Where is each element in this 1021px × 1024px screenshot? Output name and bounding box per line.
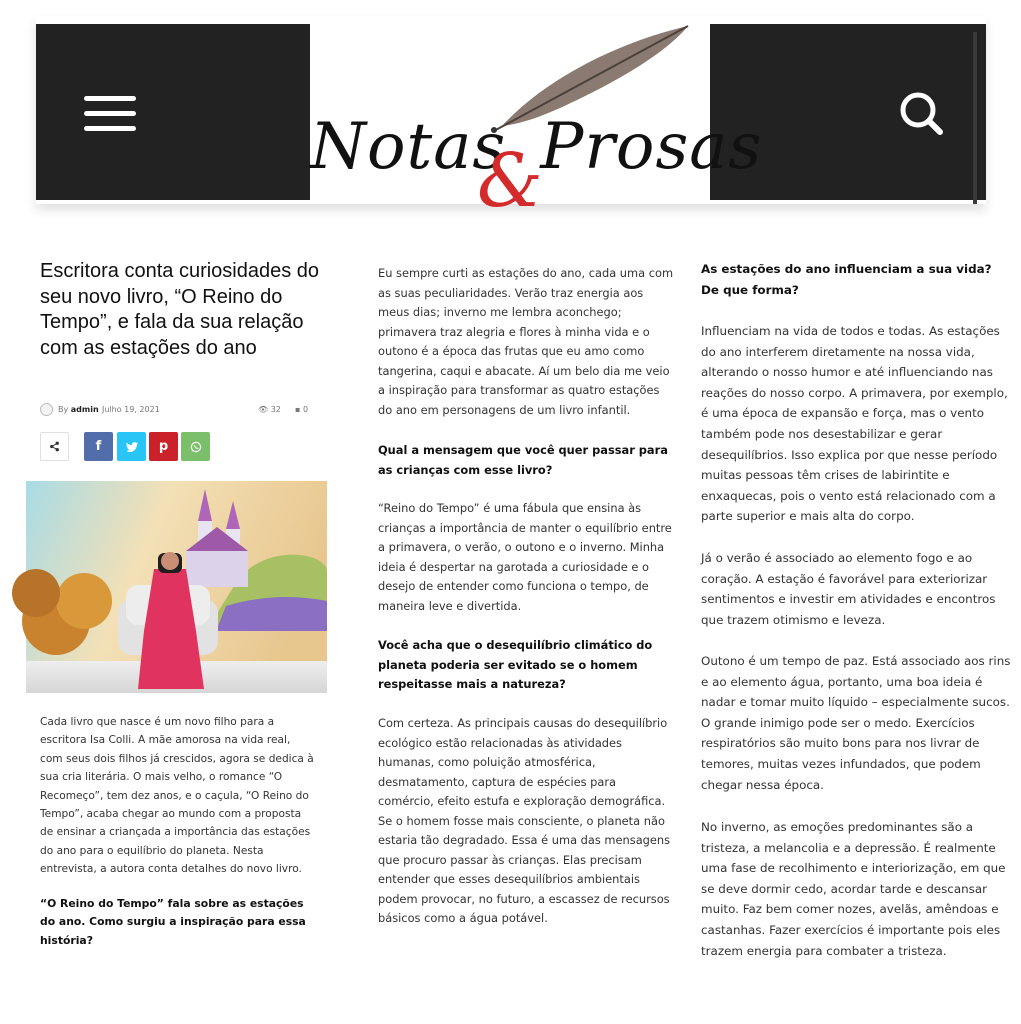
answer-4-summer: Já o verão é associado ao elemento fogo e ao coração. A estação é favorável para exteriorizar sentimentos e investir em atividades e encontros que trazem otimismo e leveza. xyxy=(701,551,996,627)
answer-4-winter: No inverno, as emoções predominantes são a tristeza, a melancolia e a depressão. É realmente uma fase de recolhimento e interiorização, em que se deve dormir cedo, acordar tarde e descansar muito. Faz bem comer nozes, avelãs, amêndoas e castanhas. Fazer exercícios é importante pois eles trazem energia para combater a tristeza. xyxy=(701,820,1006,958)
logo-ampersand: & xyxy=(477,138,543,224)
author-byline xyxy=(58,405,99,414)
view-count xyxy=(258,405,281,414)
hamburger-menu-icon[interactable] xyxy=(84,94,138,134)
answer-2: “Reino do Tempo” é uma fábula que ensina às crianças a importância de manter o equilíbrio entre a primavera, o verão, o outono e o inverno. Minha ideia é despertar na garotada a curiosidade e o desejo de entender como funciona o tempo, de maneira leve e divertida. xyxy=(378,501,672,613)
article-meta xyxy=(40,402,315,418)
comment-icon: ▪ xyxy=(295,405,301,414)
answer-1: Eu sempre curti as estações do ano, cada uma com as suas peculiaridades. Verão traz energia aos meus dias; inverno me lembra aconchego; primavera traz alegria e flores à minha vida e o outono é a época das frutas que eu amo como tangerina, caqui e abacate. Aí um belo dia me veio a inspiração para transformar as quatro estações do ano em personagens de um livro infantil. xyxy=(378,266,674,417)
facebook-share-icon[interactable]: f xyxy=(84,432,113,461)
article-title: Escritora conta curiosidades do seu novo livro, “O Reino do Tempo”, e fala da sua relação com as estações do ano xyxy=(40,260,320,359)
avatar[interactable] xyxy=(40,403,53,416)
comment-count-value: 0 xyxy=(302,405,309,414)
header-scrollbar[interactable] xyxy=(973,32,977,204)
post-date: Julho 19, 2021 xyxy=(102,405,160,414)
article-intro: Cada livro que nasce é um novo filho para a escritora Isa Colli. A mãe amorosa na vida real, com seus dois filhos já crescidos, agora se dedica à sua cria literária. O mais velho, o romance “O Recomeço”, tem dez anos, e o caçula, “O Reino do Tempo”, acaba chegar ao mundo com a proposta de ensinar a criançada a importância das estações do ano para o equilíbrio do planeta. Nesta entrevista, a autora conta detalhes do novo livro. xyxy=(40,716,314,876)
answer-4-autumn: Outono é um tempo de paz. Está associado aos rins e ao elemento água, portanto, uma boa ideia é nadar e tomar muito líquido – especialmente sucos. O grande inimigo pode ser o medo. Exercícios respiratórios são muito bons para nos livrar de temores, muitas vezes infundados, que podem chegar nessa época. xyxy=(701,654,1011,792)
logo-word-notas: Notas xyxy=(310,110,507,184)
question-4: As estações do ano influenciam a sua vida? De que forma? xyxy=(701,262,992,297)
answer-4-spring: Influenciam na vida de todos e todas. As estações do ano interferem diretamente na nossa vida, alterando o nosso humor e até influenciando nas reações do nosso corpo. A primavera, por exemplo, é uma época de expansão e força, mas o vento também pode nos desestabilizar e gerar desequilíbrios. Isso explica por que nesse período muitas pessoas têm crises de labirintite e enxaquecas, pois o vento está relacionado com a parte superior e mais alta do corpo. xyxy=(701,324,1008,524)
whatsapp-share-icon[interactable] xyxy=(181,432,210,461)
search-icon[interactable] xyxy=(898,90,946,138)
comment-count[interactable] xyxy=(295,405,308,414)
question-3: Você acha que o desequilíbrio climático do planeta poderia ser evitado se o homem respeitasse mais a natureza? xyxy=(378,638,653,691)
question-2: Qual a mensagem que você quer passar para as crianças com esse livro? xyxy=(378,443,668,477)
by-label: By xyxy=(58,405,69,414)
view-count-value: 32 xyxy=(270,405,281,414)
share-icon[interactable] xyxy=(40,432,69,461)
site-logo[interactable] xyxy=(310,24,763,224)
pinterest-share-icon[interactable]: p xyxy=(149,432,178,461)
eye-icon: 👁 xyxy=(258,405,269,414)
author-link[interactable]: admin xyxy=(70,405,99,414)
featured-image xyxy=(26,481,327,693)
answer-3: Com certeza. As principais causas do desequilíbrio ecológico estão relacionadas às atividades humanas, como poluição atmosférica, desmatamento, captura de espécies para comércio, efeito estufa e exploração demográfica. Se o homem fosse mais consciente, o planeta não estaria tão degradado. Essa é uma das mensagens que procuro passar às crianças. Elas precisam entender que esses desequilíbrios ambientais podem provocar, no futuro, a escassez de recursos básicos como a água potável. xyxy=(378,716,671,925)
logo-word-prosas: Prosas xyxy=(540,110,763,184)
twitter-share-icon[interactable] xyxy=(117,432,146,461)
question-1: “O Reino do Tempo” fala sobre as estações do ano. Como surgiu a inspiração para essa história? xyxy=(40,897,306,947)
